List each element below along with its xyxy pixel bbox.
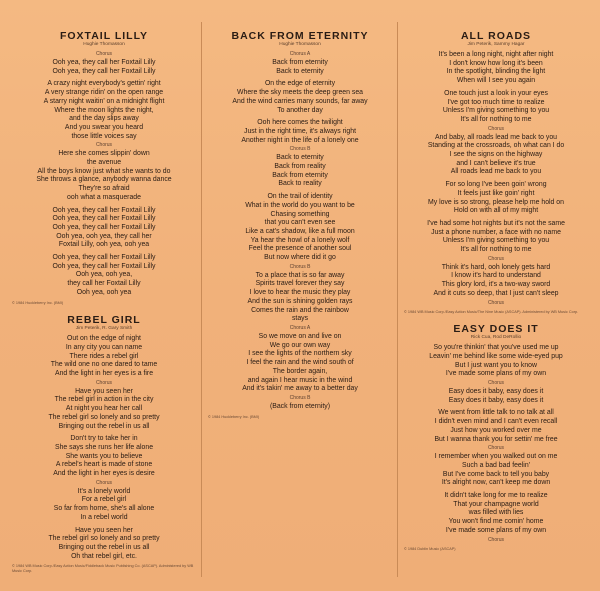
- lyric-line: For a rebel girl: [81, 496, 127, 504]
- lyric-line: they call her Foxtail Lilly: [67, 280, 141, 288]
- lyric-line: Bringing out the rebel in us all: [58, 543, 150, 551]
- section-label: Chorus: [487, 299, 505, 306]
- lyric-line: I've got too much time to realize: [447, 98, 545, 106]
- lyric-line: We go our own way: [269, 341, 331, 349]
- lyric-line: Back from eternity: [272, 171, 328, 179]
- lyric-line: Easy does it baby, easy does it: [448, 396, 544, 404]
- lyric-line: Like a cat's shadow, like a full moon: [245, 227, 355, 235]
- section-label: Chorus: [487, 379, 505, 386]
- lyric-line: Unless I'm giving something to you: [442, 237, 550, 245]
- lyric-line: those little voices say: [71, 132, 137, 140]
- lyric-line: But I've come back to tell you baby: [442, 470, 550, 478]
- section-label: Chorus: [95, 479, 113, 486]
- lyric-line: For so long I've been goin' wrong: [445, 181, 547, 189]
- lyric-line: It feels just like goin' right: [457, 189, 535, 197]
- section-label: Chorus B: [289, 146, 311, 153]
- lyric-line: stays: [291, 315, 309, 323]
- lyric-line: It didn't take long for me to realize: [444, 492, 548, 500]
- section-label: Chorus A: [289, 51, 311, 57]
- lyric-line: (Back from eternity): [269, 402, 331, 410]
- lyric-line: I've made some plans of my own: [445, 370, 547, 378]
- lyric-line: Back to eternity: [276, 154, 324, 162]
- lyric-line: Back from eternity: [272, 59, 328, 66]
- lyric-line: Think it's hard, ooh lonely gets hard: [441, 263, 551, 271]
- lyric-line: It's a lonely world: [77, 487, 131, 495]
- lyric-line: Back to reality: [278, 180, 322, 188]
- lyric-line: So far from home, she's all alone: [53, 505, 155, 513]
- lyric-line: Spirits travel forever they say: [255, 280, 345, 288]
- lyric-line: You won't find me comin' home: [448, 518, 544, 526]
- lyric-line: Ooh yea, ooh yea, they call her: [56, 232, 152, 240]
- lyric-line: the avenue: [86, 159, 122, 167]
- lyric-line: She wants you to believe: [65, 452, 143, 460]
- lyric-line: Ooh yea, they call her Foxtail Lilly: [52, 262, 156, 270]
- lyric-line: And it cuts so deep, that I just can't sleep: [433, 289, 559, 297]
- copyright-notice: © 1984 WB Music Corp./Easy Action Music/Fiddleback Music Publishing Co. (ASCAP). Administered by WB Music Corp.: [12, 564, 194, 573]
- lyric-line: that you can't even see: [264, 219, 336, 227]
- lyric-line: And it's takin' me away to a better day: [242, 385, 358, 393]
- lyric-line: Ooh yea, ooh yea,: [75, 271, 133, 279]
- lyric-line: I didn't even mind and I can't even recall: [434, 418, 558, 426]
- copyright-notice: © 1984 Dublin Music (ASCAP): [404, 546, 456, 551]
- copyright-notice: © 1984 Huckleberry Inc. (BMI): [208, 414, 260, 419]
- lyric-line: The rebel girl so lonely and so pretty: [48, 413, 160, 421]
- lyric-line: Just how you worked over me: [450, 426, 542, 434]
- lyric-line: A starry night waitin' on a midnight flight: [43, 97, 165, 105]
- lyric-line: Out on the edge of night: [67, 335, 141, 343]
- lyric-line: And baby, all roads lead me back to you: [434, 133, 558, 141]
- lyric-line: I don't know how long it's been: [449, 59, 543, 67]
- lyric-line: All the boys know just what she wants to do: [37, 167, 171, 175]
- lyric-line: This glory lord, it's a two-way sword: [441, 281, 551, 289]
- song-title: FOXTAIL LILLY: [59, 30, 149, 42]
- song-title: BACK FROM ETERNITY: [231, 30, 369, 42]
- lyric-line: And the light in her eyes is desire: [53, 470, 155, 478]
- lyric-line: Ooh yea, they call her Foxtail Lilly: [52, 223, 156, 231]
- lyric-line: Ooh yea, they call her Foxtail Lilly: [52, 215, 156, 223]
- lyric-line: In any city you can name: [65, 343, 143, 351]
- lyric-line: It's all for nothing to me: [460, 115, 532, 123]
- lyric-line: The wild one no one dared to tame: [50, 361, 158, 369]
- lyric-line: Unless I'm giving something to you: [442, 107, 550, 115]
- section-label: Chorus: [95, 142, 113, 149]
- lyric-line: At night you hear her call: [65, 405, 143, 413]
- lyric-line: It's all for nothing to me: [460, 246, 532, 254]
- lyric-line: Leavin' me behind like some wide-eyed pup: [429, 352, 563, 360]
- section-label: Chorus: [487, 255, 505, 262]
- lyric-line: All roads lead me back to you: [450, 168, 542, 176]
- songwriter-credit: Jim Peterik, R. Gary Smith: [75, 326, 133, 332]
- lyric-line: To another day: [277, 106, 323, 114]
- section-label: Chorus A: [289, 324, 311, 331]
- lyrics-column-3: [402, 24, 590, 560]
- lyric-line: Ooh yea, ooh yea: [76, 288, 132, 296]
- lyric-line: Where the sky meets the deep green sea: [236, 89, 364, 97]
- lyric-line: Ooh yea, they call her Foxtail Lilly: [52, 254, 156, 262]
- lyric-line: The rebel girl in action in the city: [54, 396, 154, 404]
- lyric-line: I know it's hard to understand: [451, 272, 541, 280]
- lyric-line: It's alright now, can't keep me down: [441, 479, 551, 487]
- copyright-notice: © 1984 WB Music Corp./Easy Action Music/The Nine Music (ASCAP). Administered by WB Music Corp.: [404, 309, 579, 314]
- songwriter-credit: Hughie Thomasson: [83, 42, 125, 47]
- lyric-line: Hold on with all of my might: [453, 207, 539, 215]
- lyric-line: Here she comes slippin' down: [58, 150, 150, 158]
- lyric-line: Back to eternity: [276, 67, 324, 75]
- song-block: [402, 323, 590, 551]
- lyrics-column-1: [10, 24, 198, 583]
- lyric-line: They're so afraid: [78, 185, 130, 193]
- lyric-line: I've made some plans of my own: [445, 526, 547, 534]
- lyric-line: A crazy night everybody's gettin' right: [47, 80, 161, 88]
- song-title: ALL ROADS: [460, 30, 532, 42]
- lyric-line: Comes the rain and the rainbow: [251, 306, 349, 314]
- song-title: EASY DOES IT: [453, 323, 539, 336]
- lyric-line: Just a phone number, a face with no name: [431, 228, 561, 236]
- lyric-line: A rebel's heart is made of stone: [55, 461, 153, 469]
- lyric-line: We went from little talk to no talk at all: [438, 409, 554, 417]
- songwriter-credit: Hughie Thomasson: [279, 42, 321, 47]
- lyric-line: It's been a long night, night after night: [438, 51, 554, 58]
- lyric-line: Ooh yea, they call her Foxtail Lilly: [52, 206, 156, 214]
- lyric-line: But now where did it go: [264, 254, 336, 262]
- song-block: [10, 30, 198, 305]
- lyric-line: One touch just a look in your eyes: [444, 89, 548, 97]
- song-block: [206, 30, 394, 419]
- lyric-line: Easy does it baby, easy does it: [448, 387, 544, 395]
- lyric-line: She throws a glance, anybody wanna dance: [36, 176, 172, 184]
- lyric-line: Such a bad bad feelin': [462, 461, 530, 469]
- lyric-line: When will I see you again: [456, 77, 536, 85]
- lyric-line: was filled with lies: [468, 509, 524, 517]
- lyric-line: The rebel girl so lonely and so pretty: [48, 535, 160, 543]
- lyric-line: Feel the presence of another soul: [248, 245, 352, 253]
- lyric-line: And the wind carries many sounds, far away: [232, 97, 368, 105]
- lyric-line: So you're thinkin' that you've used me up: [433, 344, 559, 352]
- songwriter-credit: Jim Peterik, Sammy Hagar: [467, 42, 525, 47]
- lyric-line: She says she runs her life alone: [54, 443, 154, 451]
- lyric-line: I remember when you walked out on me: [434, 453, 558, 461]
- lyric-line: Foxtail Lilly, ooh yea, ooh yea: [58, 241, 150, 249]
- song-title: REBEL GIRL: [67, 314, 141, 327]
- lyric-line: Ooh here comes the twilight: [257, 119, 343, 127]
- lyric-line: Ooh yea, they call her Foxtail Lilly: [52, 59, 156, 66]
- lyric-line: There rides a rebel girl: [69, 352, 139, 360]
- song-block: [10, 314, 198, 573]
- lyric-line: On the edge of eternity: [264, 80, 336, 88]
- lyric-line: I love to hear the music they play: [249, 289, 351, 297]
- column-divider: [397, 22, 398, 577]
- lyric-line: Standing at the crossroads, oh what can I do: [427, 142, 565, 150]
- lyric-line: Bringing out the rebel in us all: [58, 422, 150, 430]
- lyric-line: I see the signs on the highway: [449, 151, 543, 159]
- section-label: Chorus B: [289, 394, 311, 401]
- lyric-line: and again I hear music in the wind: [247, 376, 353, 384]
- lyric-line: To a place that is so far away: [255, 271, 345, 279]
- lyric-line: I feel the rain and the wind south of: [246, 359, 354, 367]
- lyric-line: Have you seen her: [75, 387, 133, 395]
- lyric-line: Where the moon lights the night,: [54, 106, 154, 114]
- section-label: Chorus: [487, 536, 505, 543]
- lyric-line: Just in the right time, it's always right: [244, 127, 356, 135]
- lyric-line: The border again,: [272, 367, 328, 375]
- song-block: [402, 30, 590, 314]
- lyric-line: What in the world do you want to be: [245, 201, 355, 209]
- lyric-line: I see the lights of the northern sky: [248, 350, 352, 358]
- copyright-notice: © 1984 Huckleberry Inc. (BMI): [12, 300, 64, 305]
- lyric-line: But I just want you to know: [455, 361, 537, 369]
- lyric-line: So we move on and live on: [258, 332, 342, 340]
- lyric-line: Chasing something: [270, 210, 330, 218]
- column-divider: [201, 22, 202, 577]
- section-label: Chorus: [487, 125, 505, 132]
- lyric-line: I've had some hot nights but it's not the same: [427, 219, 565, 227]
- lyrics-column-2: [206, 24, 394, 428]
- lyric-line: and I can't believe it's true: [456, 159, 536, 167]
- lyric-line: In the spotlight, blinding the light: [446, 68, 546, 76]
- lyric-line: Oh that rebel girl, etc.: [71, 552, 137, 560]
- lyric-line: But I wanna thank you for settin' me free: [434, 435, 558, 443]
- section-label: Chorus B: [289, 263, 311, 270]
- lyric-line: And the light in her eyes is a fire: [54, 369, 154, 377]
- section-label: Chorus: [95, 51, 113, 57]
- lyric-line: In a rebel world: [80, 513, 128, 521]
- lyric-line: ooh what a masquerade: [67, 193, 141, 201]
- lyric-line: Ya hear the howl of a lonely wolf: [250, 236, 350, 244]
- lyric-line: On the trail of identity: [267, 193, 333, 201]
- section-label: Chorus: [95, 379, 113, 386]
- songwriter-credit: Rick Cua, Rod DeRollio: [470, 335, 522, 341]
- lyric-line: Another night in the life of a lonely one: [241, 136, 359, 144]
- lyric-line: My love is so strong, please help me hold on: [428, 198, 564, 206]
- lyric-line: Back from reality: [274, 163, 326, 171]
- lyric-line: Ooh yea, they call her Foxtail Lilly: [52, 67, 156, 75]
- lyric-line: A very strange ridin' on the open range: [44, 89, 164, 97]
- lyric-line: Have you seen her: [75, 526, 133, 534]
- lyric-line: And you swear you heard: [64, 123, 144, 131]
- lyric-line: That your champagne world: [453, 500, 539, 508]
- lyric-line: and the day slips away: [69, 115, 139, 123]
- lyric-line: Don't try to take her in: [70, 435, 138, 443]
- section-label: Chorus: [487, 445, 505, 452]
- lyric-line: And the sun is shining golden rays: [247, 297, 353, 305]
